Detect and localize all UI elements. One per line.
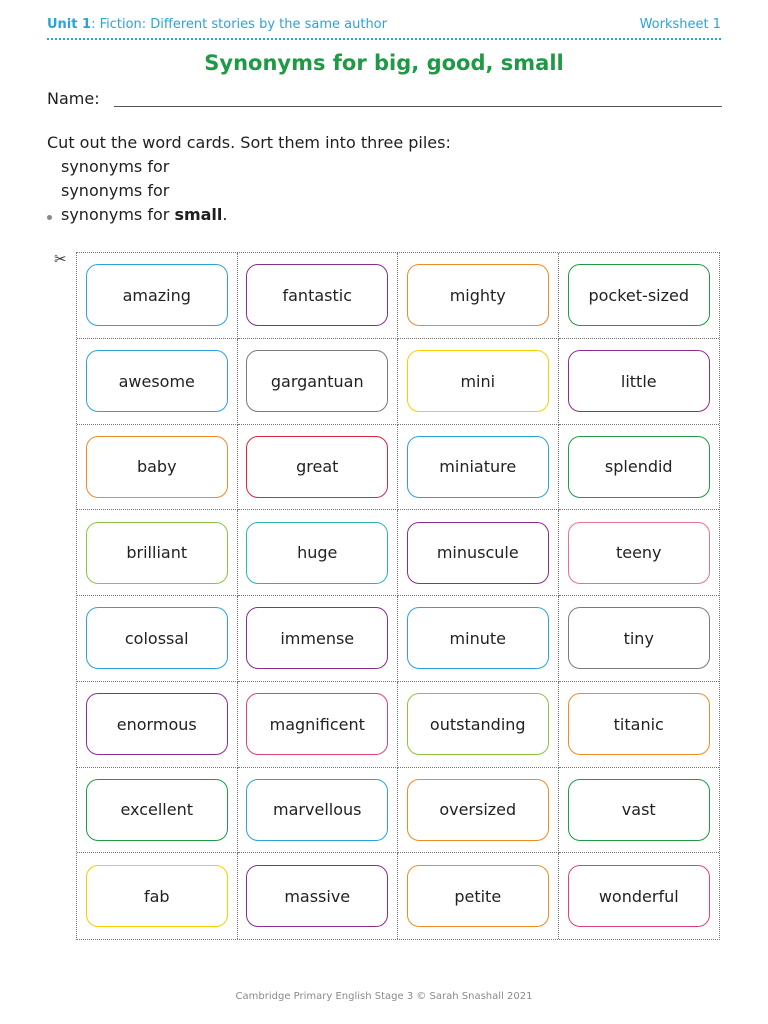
card-cell	[238, 682, 399, 768]
page-title: Synonyms for big, good, small	[204, 51, 564, 75]
word-card[interactable]: colossal	[86, 607, 228, 669]
word-card[interactable]: mini	[407, 350, 549, 412]
card-cell	[398, 768, 559, 854]
word-card[interactable]: marvellous	[246, 779, 388, 841]
word-card[interactable]: excellent	[86, 779, 228, 841]
card-cell	[398, 425, 559, 511]
card-cell	[238, 768, 399, 854]
word-card[interactable]: massive	[246, 865, 388, 927]
word-card[interactable]: oversized	[407, 779, 549, 841]
card-cell	[77, 596, 238, 682]
name-row	[47, 89, 722, 109]
word-card[interactable]: wonderful	[568, 865, 710, 927]
card-cell	[238, 253, 399, 339]
word-card[interactable]: brilliant	[86, 522, 228, 584]
bullet-icon	[47, 215, 52, 220]
card-cell	[238, 853, 399, 939]
card-cell	[398, 682, 559, 768]
word-card-sheet	[76, 252, 720, 940]
instruction-item	[47, 155, 451, 179]
word-card[interactable]: vast	[568, 779, 710, 841]
name-write-line[interactable]	[114, 106, 722, 107]
card-cell	[77, 339, 238, 425]
instruction-item	[47, 203, 451, 227]
card-cell	[559, 596, 720, 682]
word-card[interactable]: pocket-sized	[568, 264, 710, 326]
unit-label: Unit 1	[47, 17, 92, 32]
scissors-icon: ✂	[54, 250, 67, 268]
word-card[interactable]: awesome	[86, 350, 228, 412]
card-cell	[238, 510, 399, 596]
instruction-text: synonyms for	[61, 157, 170, 176]
card-cell	[398, 253, 559, 339]
worksheet-header	[47, 14, 721, 40]
card-cell	[559, 510, 720, 596]
unit-heading	[47, 17, 387, 32]
word-card[interactable]: baby	[86, 436, 228, 498]
word-card[interactable]: minute	[407, 607, 549, 669]
word-card[interactable]: amazing	[86, 264, 228, 326]
word-card[interactable]: huge	[246, 522, 388, 584]
card-cell	[77, 510, 238, 596]
card-cell	[559, 339, 720, 425]
word-card[interactable]: mighty	[407, 264, 549, 326]
name-label: Name:	[47, 89, 100, 108]
word-card[interactable]: titanic	[568, 693, 710, 755]
card-cell	[559, 425, 720, 511]
word-card[interactable]: enormous	[86, 693, 228, 755]
card-cell	[77, 682, 238, 768]
worksheet-number: Worksheet 1	[639, 17, 721, 32]
word-card[interactable]: great	[246, 436, 388, 498]
instruction-text: synonyms for	[61, 205, 175, 224]
card-cell	[238, 425, 399, 511]
card-cell	[398, 853, 559, 939]
word-card[interactable]: little	[568, 350, 710, 412]
card-cell	[238, 596, 399, 682]
word-card[interactable]: petite	[407, 865, 549, 927]
instruction-end: .	[222, 205, 228, 224]
instruction-keyword: small	[174, 205, 223, 224]
card-cell	[559, 253, 720, 339]
word-card[interactable]: teeny	[568, 522, 710, 584]
word-card[interactable]: magnificent	[246, 693, 388, 755]
card-cell	[77, 768, 238, 854]
card-cell	[559, 768, 720, 854]
word-card[interactable]: splendid	[568, 436, 710, 498]
word-card[interactable]: immense	[246, 607, 388, 669]
word-card[interactable]: fab	[86, 865, 228, 927]
card-cell	[238, 339, 399, 425]
instruction-item	[47, 179, 451, 203]
instructions-intro: Cut out the word cards. Sort them into three piles:	[47, 133, 451, 152]
unit-title: : Fiction: Different stories by the same author	[91, 17, 387, 32]
instruction-list	[47, 155, 451, 227]
word-card[interactable]: tiny	[568, 607, 710, 669]
card-cell	[398, 510, 559, 596]
word-card[interactable]: miniature	[407, 436, 549, 498]
card-cell	[398, 339, 559, 425]
card-cell	[77, 253, 238, 339]
card-cell	[77, 853, 238, 939]
instructions	[47, 131, 451, 227]
card-cell	[77, 425, 238, 511]
word-card[interactable]: fantastic	[246, 264, 388, 326]
word-card[interactable]: gargantuan	[246, 350, 388, 412]
copyright-footer: Cambridge Primary English Stage 3 © Sarah Snashall 2021	[235, 991, 533, 1002]
card-cell	[559, 853, 720, 939]
word-card[interactable]: outstanding	[407, 693, 549, 755]
card-cell	[559, 682, 720, 768]
instruction-text: synonyms for	[61, 181, 170, 200]
card-cell	[398, 596, 559, 682]
word-card[interactable]: minuscule	[407, 522, 549, 584]
